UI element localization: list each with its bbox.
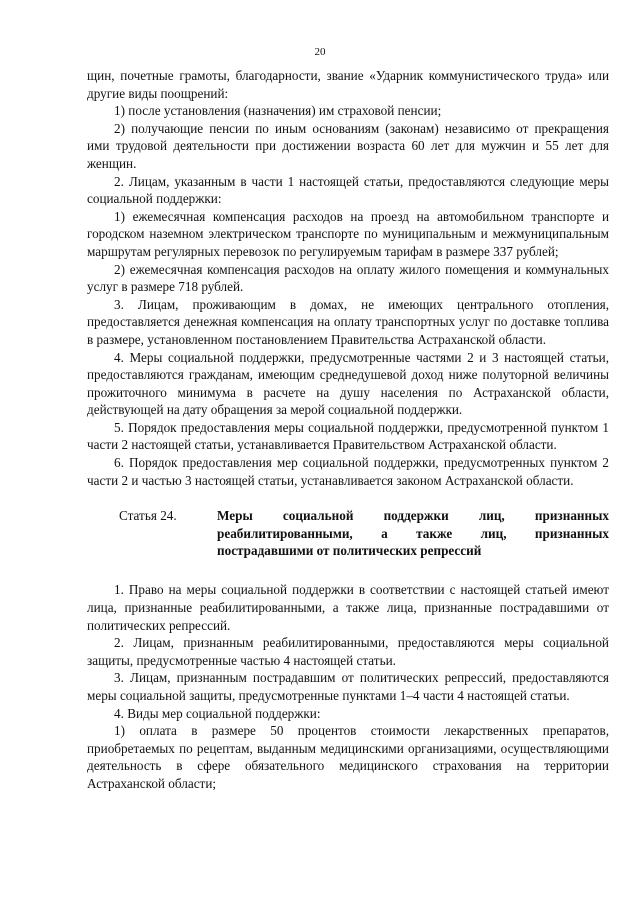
paragraph: 2. Лицам, указанным в части 1 настоящей статьи, предоставляются следующие меры социальной поддержки: bbox=[87, 173, 609, 207]
article-title bbox=[217, 507, 609, 559]
page-number: 20 bbox=[314, 46, 326, 58]
paragraph: 1. Право на меры социальной поддержки в соответствии с настоящей статьей имеют лица, признанные реабилитированными, а также лица, признанные пострадавшими от политических репрессий. bbox=[87, 582, 609, 633]
article-label: Статья 24. bbox=[119, 508, 177, 524]
paragraph: 4. Виды мер социальной поддержки: bbox=[114, 705, 321, 721]
article-title-line: Меры социальной поддержки лиц, признанных bbox=[217, 508, 609, 524]
paragraph: 5. Порядок предоставления меры социальной поддержки, предусмотренной пунктом 1 части 2 настоящей статьи, устанавливается Правительством Астраханской области. bbox=[87, 419, 609, 453]
paragraph: щин, почетные грамоты, благодарности, звание «Ударник коммунистического труда» или другие виды поощрений: bbox=[87, 68, 609, 101]
article-title-line: пострадавшими от политических репрессий bbox=[217, 543, 482, 559]
article-heading bbox=[87, 507, 609, 559]
paragraph: 2. Лицам, признанным реабилитированными, предоставляются меры социальной защиты, предусмотренные частью 4 настоящей статьи. bbox=[87, 635, 609, 668]
paragraph: 1) ежемесячная компенсация расходов на проезд на автомобильном транспорте и городском наземном электрическом транспорте по муниципальным и межмуниципальным маршрутам регулярных перевозок по регулируемым тарифам в размере 337 рублей; bbox=[87, 208, 609, 259]
paragraph: 6. Порядок предоставления мер социальной поддержки, предусмотренных пунктом 2 части 2 и частью 3 настоящей статьи, устанавливается законом Астраханской области. bbox=[87, 455, 609, 488]
paragraph: 2) получающие пенсии по иным основаниям (законам) независимо от прекращения ими трудовой деятельности при достижении возраста 60 лет для мужчин и 55 лет для женщин. bbox=[87, 120, 609, 171]
paragraph: 1) оплата в размере 50 процентов стоимости лекарственных препаратов, приобретаемых по рецептам, выданным медицинскими организациями, осуществляющими деятельность в сфере обязательного медицинского страхования на территории Астраханской области; bbox=[87, 723, 609, 791]
paragraph: 4. Меры социальной поддержки, предусмотренные частями 2 и 3 настоящей статьи, предоставляются гражданам, имеющим среднедушевой доход ниже полуторной величины прожиточного минимума в расчете на душу населения по Астраханской области, действующей на дату обращения за мерой социальной поддержки. bbox=[87, 349, 609, 418]
paragraph: 1) после установления (назначения) им страховой пенсии; bbox=[114, 103, 442, 119]
article-title-line: реабилитированными, а также лиц, признанных bbox=[217, 525, 609, 541]
paragraph: 3. Лицам, проживающим в домах, не имеющих центрального отопления, предоставляется денежная компенсация на оплату транспортных услуг по доставке топлива в размере, установленном постановлением Правительства Астраханской области. bbox=[87, 296, 609, 347]
paragraph: 3. Лицам, признанным пострадавшим от политических репрессий, предоставляются меры социальной защиты, предусмотренные пунктами 1–4 части 4 настоящей статьи. bbox=[87, 670, 609, 704]
paragraph: 2) ежемесячная компенсация расходов на оплату жилого помещения и коммунальных услуг в размере 718 рублей. bbox=[87, 261, 609, 295]
document-body bbox=[87, 67, 609, 793]
